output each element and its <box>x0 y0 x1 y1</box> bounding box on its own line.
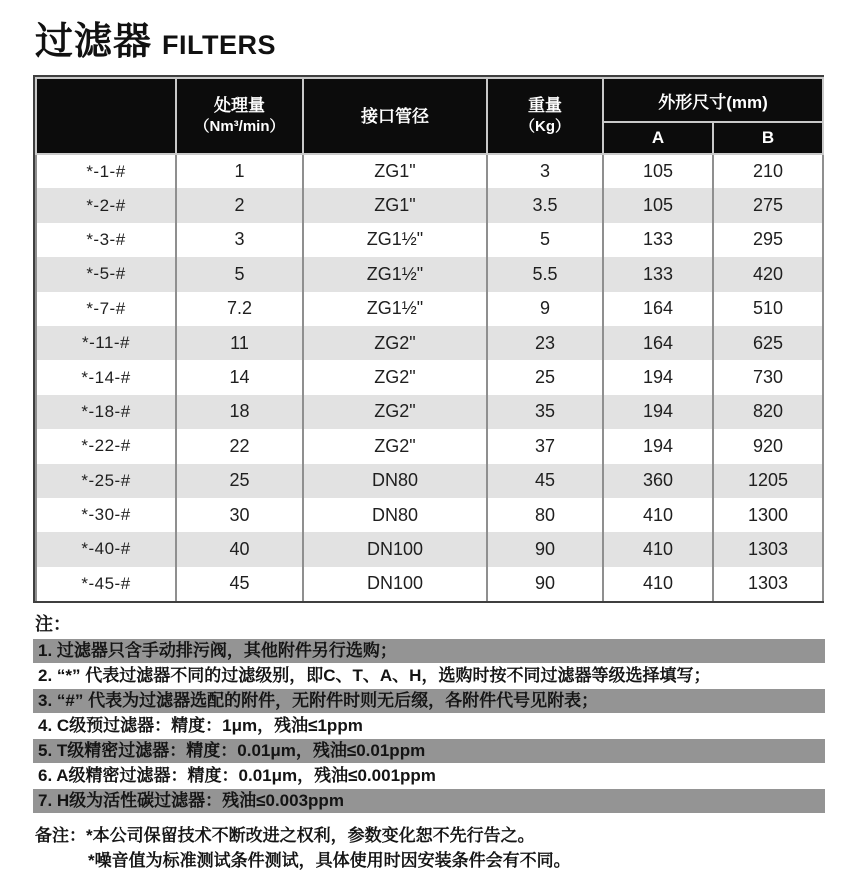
header-dim-a: A <box>603 122 713 154</box>
note-item-2: 2. “*” 代表过滤器不同的过滤级别，即C、T、A、H，选购时按不同过滤器等级选择填写； <box>38 666 711 686</box>
cell-dim-b: 275 <box>713 188 823 222</box>
cell-capacity: 11 <box>176 326 303 360</box>
filter-spec-table <box>35 77 824 601</box>
cell-capacity: 5 <box>176 257 303 291</box>
cell-capacity: 3 <box>176 223 303 257</box>
cell-capacity: 18 <box>176 395 303 429</box>
cell-dim-a: 360 <box>603 464 713 498</box>
note-item-6: 6. A级精密过滤器：精度：0.01μm，残油≤0.001ppm <box>38 766 436 786</box>
title-english: FILTERS <box>162 30 277 60</box>
cell-dim-a: 410 <box>603 532 713 566</box>
cell-pipe: DN80 <box>303 464 487 498</box>
cell-model: *-2-# <box>36 188 176 222</box>
notes-heading: 注： <box>35 614 71 635</box>
notes-section <box>33 610 825 813</box>
cell-pipe: ZG2" <box>303 360 487 394</box>
cell-dim-b: 510 <box>713 292 823 326</box>
cell-model: *-1-# <box>36 154 176 188</box>
table-header <box>36 78 823 154</box>
cell-dim-b: 625 <box>713 326 823 360</box>
note-item-5: 5. T级精密过滤器：精度：0.01μm，残油≤0.01ppm <box>33 739 825 763</box>
cell-dim-a: 194 <box>603 429 713 463</box>
cell-dim-a: 105 <box>603 154 713 188</box>
header-pipe-size: 接口管径 <box>303 78 487 154</box>
cell-model: *-5-# <box>36 257 176 291</box>
cell-pipe: ZG1½" <box>303 257 487 291</box>
cell-dim-b: 1303 <box>713 567 823 601</box>
cell-model: *-3-# <box>36 223 176 257</box>
table-row <box>36 360 823 394</box>
cell-dim-b: 295 <box>713 223 823 257</box>
cell-dim-a: 164 <box>603 292 713 326</box>
header-weight <box>487 78 603 154</box>
cell-weight: 90 <box>487 567 603 601</box>
cell-pipe: ZG2" <box>303 326 487 360</box>
cell-model: *-40-# <box>36 532 176 566</box>
cell-dim-a: 194 <box>603 360 713 394</box>
cell-model: *-14-# <box>36 360 176 394</box>
header-dim-b: B <box>713 122 823 154</box>
table-row <box>36 154 823 188</box>
table-row <box>36 223 823 257</box>
cell-model: *-25-# <box>36 464 176 498</box>
remark-line-1 <box>35 823 860 848</box>
remark-line-2: *噪音值为标准测试条件测试，具体使用时因安装条件会有不同。 <box>88 851 571 871</box>
table-row <box>36 292 823 326</box>
cell-dim-b: 210 <box>713 154 823 188</box>
cell-weight: 23 <box>487 326 603 360</box>
header-dimensions: 外形尺寸(mm) <box>603 78 823 122</box>
remark-section <box>35 823 860 873</box>
cell-pipe: DN100 <box>303 532 487 566</box>
cell-capacity: 22 <box>176 429 303 463</box>
cell-weight: 37 <box>487 429 603 463</box>
cell-capacity: 1 <box>176 154 303 188</box>
cell-capacity: 2 <box>176 188 303 222</box>
cell-weight: 90 <box>487 532 603 566</box>
table-row <box>36 567 823 601</box>
notes-list <box>33 639 825 813</box>
cell-model: *-30-# <box>36 498 176 532</box>
cell-dim-b: 420 <box>713 257 823 291</box>
cell-dim-b: 820 <box>713 395 823 429</box>
cell-dim-b: 920 <box>713 429 823 463</box>
note-item-1: 1. 过滤器只含手动排污阀，其他附件另行选购； <box>33 639 825 663</box>
cell-dim-a: 164 <box>603 326 713 360</box>
table-row <box>36 429 823 463</box>
table-row <box>36 395 823 429</box>
table-row <box>36 464 823 498</box>
cell-pipe: ZG1½" <box>303 292 487 326</box>
header-capacity-unit: （Nm³/min） <box>194 118 285 135</box>
cell-dim-a: 133 <box>603 257 713 291</box>
cell-dim-a: 410 <box>603 567 713 601</box>
table-row <box>36 188 823 222</box>
cell-capacity: 14 <box>176 360 303 394</box>
header-weight-unit: （Kg） <box>520 118 570 135</box>
table-row <box>36 326 823 360</box>
cell-pipe: ZG1" <box>303 188 487 222</box>
cell-dim-a: 194 <box>603 395 713 429</box>
table-row <box>36 498 823 532</box>
table-row <box>36 257 823 291</box>
remark-label: 备注： <box>35 826 86 846</box>
cell-dim-a: 133 <box>603 223 713 257</box>
cell-pipe: ZG1½" <box>303 223 487 257</box>
header-model-blank <box>36 78 176 154</box>
page-title <box>35 10 860 65</box>
cell-weight: 9 <box>487 292 603 326</box>
table-body <box>36 154 823 601</box>
remark-text-1: *本公司保留技术不断改进之权利，参数变化恕不先行告之。 <box>86 826 535 846</box>
cell-model: *-11-# <box>36 326 176 360</box>
note-item-4: 4. C级预过滤器：精度：1μm，残油≤1ppm <box>38 716 363 736</box>
cell-weight: 5 <box>487 223 603 257</box>
header-weight-label: 重量 <box>528 96 562 115</box>
cell-weight: 80 <box>487 498 603 532</box>
cell-pipe: ZG2" <box>303 429 487 463</box>
cell-dim-b: 1205 <box>713 464 823 498</box>
cell-dim-a: 105 <box>603 188 713 222</box>
cell-pipe: DN100 <box>303 567 487 601</box>
cell-model: *-7-# <box>36 292 176 326</box>
cell-dim-a: 410 <box>603 498 713 532</box>
cell-weight: 3 <box>487 154 603 188</box>
cell-model: *-18-# <box>36 395 176 429</box>
cell-dim-b: 730 <box>713 360 823 394</box>
cell-dim-b: 1300 <box>713 498 823 532</box>
header-capacity <box>176 78 303 154</box>
spec-table-wrapper <box>33 75 824 603</box>
title-chinese: 过滤器 <box>35 21 153 63</box>
note-item-3: 3. “#” 代表为过滤器选配的附件，无附件时则无后缀，各附件代号见附表； <box>33 689 825 713</box>
header-capacity-label: 处理量 <box>214 96 265 115</box>
cell-capacity: 7.2 <box>176 292 303 326</box>
cell-pipe: DN80 <box>303 498 487 532</box>
cell-model: *-22-# <box>36 429 176 463</box>
cell-weight: 3.5 <box>487 188 603 222</box>
cell-weight: 45 <box>487 464 603 498</box>
note-item-7: 7. H级为活性碳过滤器：残油≤0.003ppm <box>33 789 825 813</box>
cell-model: *-45-# <box>36 567 176 601</box>
cell-pipe: ZG1" <box>303 154 487 188</box>
cell-capacity: 40 <box>176 532 303 566</box>
table-row <box>36 532 823 566</box>
cell-pipe: ZG2" <box>303 395 487 429</box>
cell-dim-b: 1303 <box>713 532 823 566</box>
cell-weight: 35 <box>487 395 603 429</box>
cell-capacity: 45 <box>176 567 303 601</box>
cell-weight: 5.5 <box>487 257 603 291</box>
cell-capacity: 25 <box>176 464 303 498</box>
cell-capacity: 30 <box>176 498 303 532</box>
cell-weight: 25 <box>487 360 603 394</box>
